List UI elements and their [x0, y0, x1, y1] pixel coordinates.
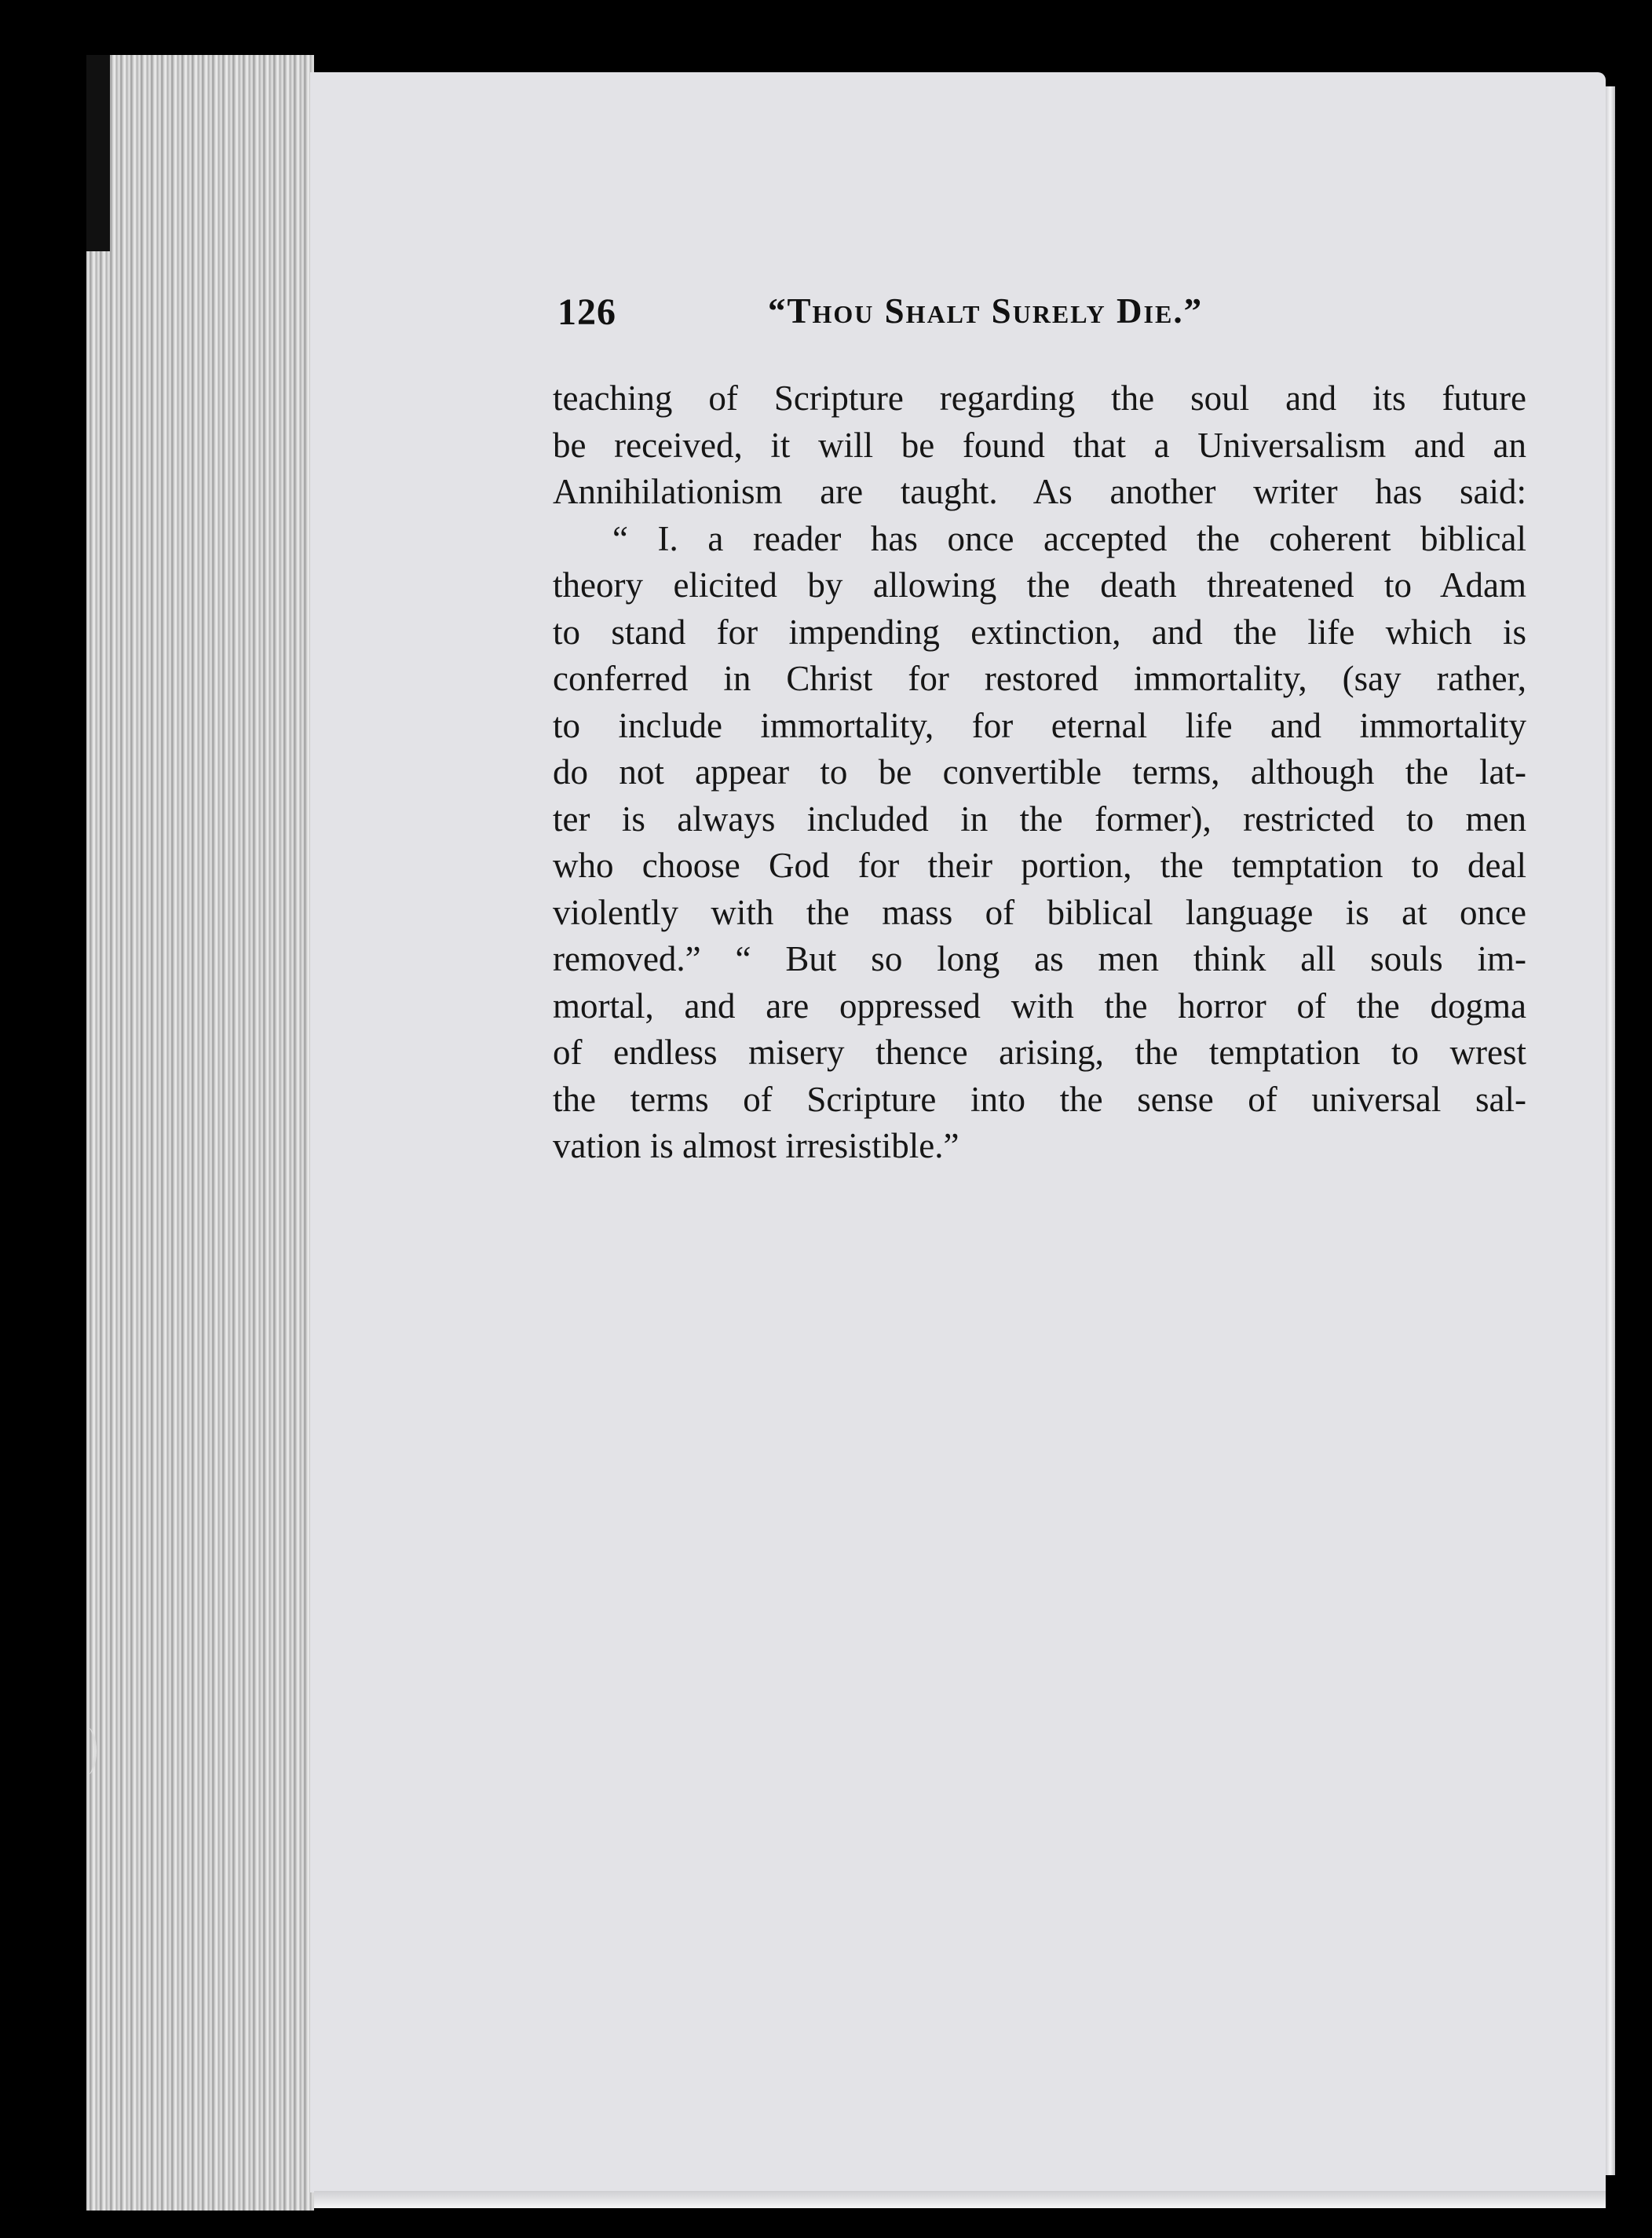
- text-line: Annihilationism are taught. As another writer has said:: [553, 472, 1526, 511]
- text-line: conferred in Christ for restored immortality, (say rather,: [553, 659, 1526, 698]
- text-line: who choose God for their portion, the temptation to deal: [553, 846, 1526, 885]
- text-line: do not appear to be convertible terms, although the lat-: [553, 752, 1526, 792]
- page-bottom-edge: [314, 2191, 1606, 2208]
- text-line: ter is always included in the former), restricted to men: [553, 799, 1526, 839]
- page-edge-shadow: [86, 55, 110, 251]
- text-line: to stand for impending extinction, and the life which is: [553, 612, 1526, 652]
- text-line: violently with the mass of biblical language is at once: [553, 892, 1526, 932]
- text-line: mortal, and are oppressed with the horror of the dogma: [553, 986, 1526, 1026]
- text-line: teaching of Scripture regarding the soul and its future: [553, 378, 1526, 418]
- running-head: [557, 291, 1555, 346]
- text-line: be received, it will be found that a Universalism and an: [553, 425, 1526, 465]
- page-number: 126: [557, 291, 616, 333]
- page-right-edge: [1606, 86, 1615, 2175]
- text-line: theory elicited by allowing the death threatened to Adam: [553, 565, 1526, 605]
- text-line: to include immortality, for eternal life and immortality: [553, 705, 1526, 745]
- running-title: “Thou Shalt Surely Die.”: [768, 291, 1204, 331]
- text-line: “ I. a reader has once accepted the coherent biblical: [612, 518, 1526, 558]
- text-line: the terms of Scripture into the sense of universal sal-: [553, 1079, 1526, 1119]
- text-line: of endless misery thence arising, the temptation to wrest: [553, 1033, 1526, 1072]
- page-edge-stack: [86, 55, 314, 2211]
- scan-artifact: [79, 1728, 97, 1775]
- text-line: removed.” “ But so long as men think all souls im-: [553, 939, 1526, 978]
- text-line: vation is almost irresistible.”: [553, 1126, 959, 1165]
- body-text: [553, 375, 1526, 1170]
